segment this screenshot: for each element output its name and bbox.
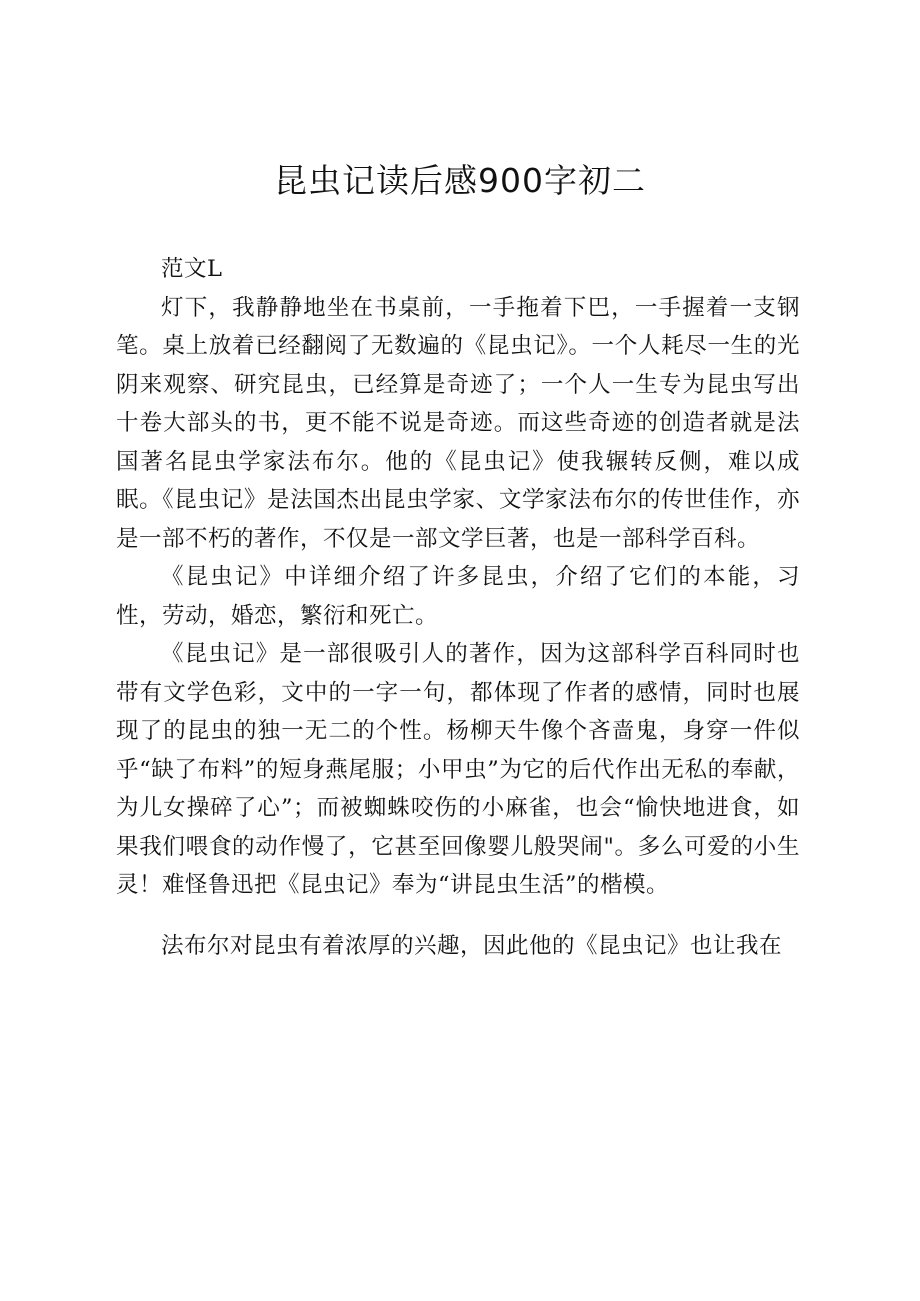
paragraph-3: 《昆虫记》是一部很吸引人的著作，因为这部科学百科同时也带有文学色彩，文中的一字一句，都体现了作者的感情，同时也展现了的昆虫的独一无二的个性。杨柳天牛像个吝啬鬼，身穿一件似乎“缺了布料”的短身燕尾服；小甲虫”为它的后代作出无私的奉献，为儿女操碎了心”；而被蜘蛛咬伤的小麻雀，也会“愉快地进食，如果我们喂食的动作慢了，它甚至回像婴儿般哭闹"。多么可爱的小生灵！难怪鲁迅把《昆虫记》奉为“讲昆虫生活”的楷模。 [116,641,800,898]
document-title: 昆虫记读后感900字初二 [274,161,646,200]
paragraph-4: 法布尔对昆虫有着浓厚的兴趣，因此他的《昆虫记》也让我在 [161,932,783,959]
section-label: 范文L [161,256,223,282]
paragraph-1: 灯下，我静静地坐在书桌前，一手拖着下巴，一手握着一支钢笔。桌上放着已经翻阅了无数遍的《昆虫记》。一个人耗尽一生的光阴来观察、研究昆虫，已经算是奇迹了；一个人一生专为昆虫写出十卷大部头的书，更不能不说是奇迹。而这些奇迹的创造者就是法国著名昆虫学家法布尔。他的《昆虫记》使我辗转反侧，难以成眠。《昆虫记》是法国杰出昆虫学家、文学家法布尔的传世佳作，亦是一部不朽的著作，不仅是一部文学巨著，也是一部科学百科。 [116,294,800,552]
paragraph-2: 《昆虫记》中详细介绍了许多昆虫，介绍了它们的本能，习性，劳动，婚恋，繁衍和死亡。 [116,564,800,629]
document-body [116,250,800,965]
